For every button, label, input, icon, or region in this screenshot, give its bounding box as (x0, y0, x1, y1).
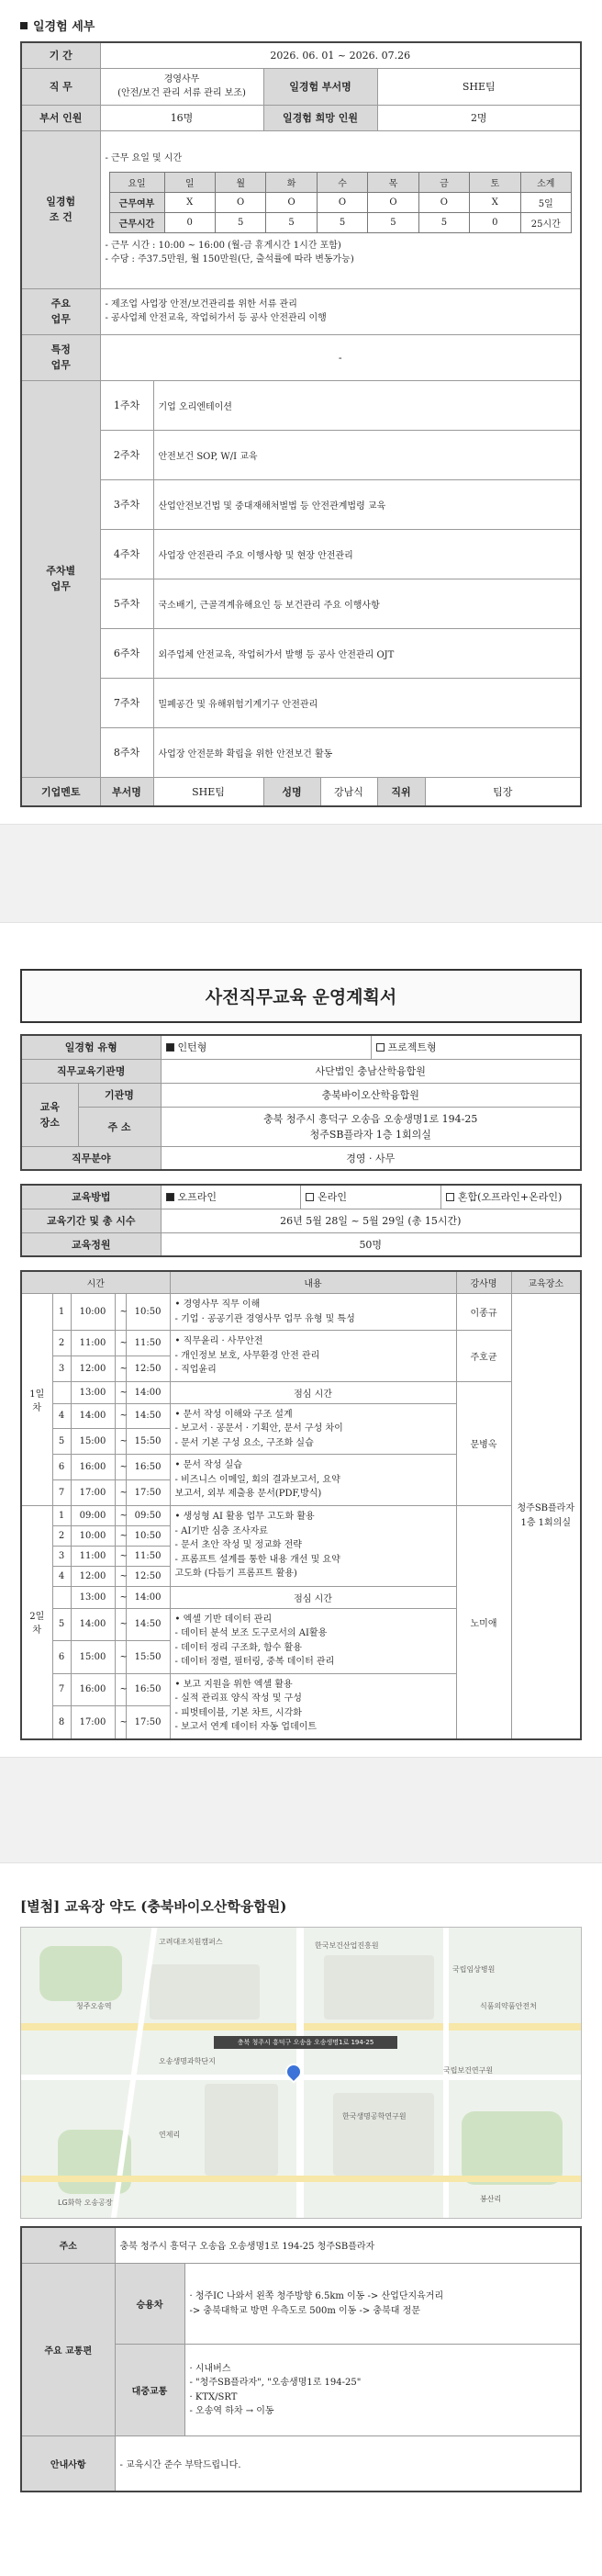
start-time: 13:00 (71, 1586, 115, 1608)
day-label: 2일차 (21, 1505, 52, 1739)
session-number: 3 (52, 1355, 71, 1381)
end-time: 12:50 (126, 1566, 170, 1586)
building-block (205, 2084, 278, 2176)
time-separator: ~ (115, 1641, 126, 1674)
park-area (462, 2111, 563, 2185)
time-separator: ~ (115, 1403, 126, 1429)
special-duty-value: - (100, 334, 581, 380)
method-label: 교육방법 (21, 1185, 161, 1209)
map-label: 국립임상병원 (452, 1964, 496, 1974)
map-section (0, 1863, 602, 2527)
unchecked-box-icon (306, 1193, 314, 1201)
time-separator: ~ (115, 1505, 126, 1525)
hope-label: 일경험 희망 인원 (263, 105, 377, 130)
content-line: • 생성형 AI 활용 업무 고도화 활용 (174, 1512, 315, 1523)
training-period-label: 교육기간 및 총 시수 (21, 1209, 161, 1232)
week-task: 기업 오리엔테이션 (153, 380, 581, 430)
capacity-value: 50명 (161, 1232, 581, 1256)
content-line: - 데이터 정리 구조화, 함수 활용 (174, 1642, 302, 1653)
content-line: - 기업 · 공공기관 경영사무 업무 유형 및 특성 (174, 1313, 355, 1324)
condition-label: 일경험 조 건 (21, 130, 100, 288)
checked-box-icon (166, 1043, 174, 1052)
notice-label: 안내사항 (21, 2436, 115, 2492)
mentor-position-label: 직위 (377, 777, 425, 806)
session-content (170, 1673, 456, 1739)
start-time: 11:00 (71, 1546, 115, 1566)
work-days-row: 근무여부 X O O O O O X 5일 (109, 192, 572, 212)
content-line: • 직무윤리 · 사무안전 (174, 1336, 263, 1347)
time-separator: ~ (115, 1331, 126, 1356)
week-number: 5주차 (100, 579, 153, 628)
content-line: • 엑셀 기반 데이터 관리 (174, 1614, 273, 1625)
session-number: 6 (52, 1455, 71, 1480)
map-title: [별첨] 교육장 약도 (충북바이오산학융합원) (20, 1897, 287, 1915)
content-line: - 피벗테이블, 기본 차트, 시각화 (174, 1707, 302, 1718)
schedule-header-row: 시간 내용 강사명 교육장소 (21, 1271, 581, 1294)
mentor-position-value: 팀장 (425, 777, 581, 806)
capacity-label: 교육정원 (21, 1232, 161, 1256)
org-label: 직무교육기관명 (21, 1059, 161, 1083)
session-number: 2 (52, 1525, 71, 1546)
field-label: 직무분야 (21, 1146, 161, 1170)
schedule-row (21, 1294, 581, 1331)
hope-value: 2명 (377, 105, 581, 130)
session-number (52, 1381, 71, 1403)
time-separator: ~ (115, 1294, 126, 1331)
checked-box-icon (166, 1193, 174, 1201)
session-number: 4 (52, 1403, 71, 1429)
plan-title: 사전직무교육 운영계획서 (20, 969, 582, 1023)
start-time: 11:00 (71, 1331, 115, 1356)
end-time: 17:50 (126, 1706, 170, 1739)
method-online: 온라인 (301, 1185, 441, 1209)
condition-value (100, 130, 581, 288)
time-separator: ~ (115, 1455, 126, 1480)
end-time: 15:50 (126, 1641, 170, 1674)
end-time: 14:50 (126, 1608, 170, 1641)
week-number: 3주차 (100, 479, 153, 529)
condition-note: - 근무 시간 : 10:00 ~ 16:00 (월-금 휴게시간 1시간 포함) (105, 240, 341, 251)
map-label: 한국생명공학연구원 (342, 2111, 407, 2120)
map-label: 식품의약품안전처 (480, 2001, 537, 2010)
instructor-name: 주호균 (456, 1331, 511, 1382)
schedule-row (21, 1505, 581, 1525)
session-number: 5 (52, 1429, 71, 1455)
building-block (333, 2093, 434, 2176)
week-number: 6주차 (100, 628, 153, 678)
location-map[interactable] (20, 1927, 582, 2219)
training-method-table (20, 1184, 582, 1257)
duty-label: 직 무 (21, 68, 100, 105)
time-separator: ~ (115, 1355, 126, 1381)
instructor-name: 노미애 (456, 1505, 511, 1739)
public-transit-directions: · 시내버스 - "청주SB플라자", "오송생명1로 194-25" · KTX/SRT - 오송역 하차 → 이동 (184, 2345, 581, 2436)
weekly-duty-label: 주차별 업무 (21, 380, 100, 777)
start-time: 16:00 (71, 1673, 115, 1706)
end-time: 14:00 (126, 1586, 170, 1608)
content-line: • 문서 작성 실습 (174, 1460, 242, 1471)
end-time: 15:50 (126, 1429, 170, 1455)
end-time: 16:50 (126, 1673, 170, 1706)
end-time: 11:50 (126, 1331, 170, 1356)
start-time: 17:00 (71, 1479, 115, 1505)
start-time: 10:00 (71, 1294, 115, 1331)
end-time: 14:50 (126, 1403, 170, 1429)
week-task: 사업장 안전문화 확립을 위한 안전보건 활동 (153, 727, 581, 777)
schedule-table (20, 1270, 582, 1740)
time-separator: ~ (115, 1566, 126, 1586)
content-line: 보고서, 외부 제출용 문서(PDF,방식) (174, 1489, 322, 1500)
time-separator: ~ (115, 1429, 126, 1455)
work-experience-table (20, 41, 582, 807)
week-task: 외주업체 안전교육, 작업허가서 발행 등 공사 안전관리 OJT (153, 628, 581, 678)
time-separator: ~ (115, 1673, 126, 1706)
period-value: 2026. 06. 01 ~ 2026. 07.26 (100, 42, 581, 68)
main-duty-value: - 제조업 사업장 안전/보건관리를 위한 서류 관리 - 공사업체 안전교육, 작업허가서 등 공사 안전관리 이행 (100, 288, 581, 334)
week-task: 사업장 안전관리 주요 이행사항 및 현장 안전관리 (153, 529, 581, 579)
week-task: 안전보건 SOP, W/I 교육 (153, 430, 581, 479)
content-line: • 보고 지원을 위한 엑셀 활용 (174, 1679, 293, 1690)
day-label: 1일차 (21, 1294, 52, 1506)
section-title (20, 17, 582, 34)
map-label: 오송생명과학단지 (159, 2056, 216, 2065)
dept-value: SHE팀 (377, 68, 581, 105)
session-number: 2 (52, 1331, 71, 1356)
time-separator: ~ (115, 1586, 126, 1608)
time-separator: ~ (115, 1608, 126, 1641)
content-line: - 비즈니스 이메일, 회의 결과보고서, 요약 (174, 1474, 340, 1485)
mentor-name-value: 강남식 (320, 777, 377, 806)
car-directions: · 청주IC 나와서 왼쪽 청주방향 6.5km 이동 -> 산업단지육거리 -> 충북대학교 방면 우측도로 500m 이동 -> 충북대 정문 (184, 2264, 581, 2345)
training-place: 청주SB플라자 1층 1회의실 (511, 1294, 581, 1739)
session-content (170, 1331, 456, 1382)
page-break (0, 1757, 602, 1863)
start-time: 14:00 (71, 1403, 115, 1429)
end-time: 17:50 (126, 1479, 170, 1505)
duty-value: 경영사무 (안전/보건 관리 서류 관리 보조) (100, 68, 263, 105)
address-value: 충북 청주시 흥덕구 오송읍 오송생명1로 194-25 청주SB플라자 (115, 2227, 581, 2264)
work-hours-row: 근무시간 0 5 5 5 5 5 0 25시간 (109, 212, 572, 232)
mentor-label: 기업멘토 (21, 777, 100, 806)
time-separator: ~ (115, 1546, 126, 1566)
content-line: - AI기반 심층 조사자료 (174, 1525, 268, 1536)
time-separator: ~ (115, 1479, 126, 1505)
week-task: 국소배기, 근골격계유해요인 등 보건관리 주요 이행사항 (153, 579, 581, 628)
unchecked-box-icon (446, 1193, 454, 1201)
session-number: 7 (52, 1673, 71, 1706)
venue-addr-label: 주 소 (78, 1107, 161, 1146)
week-header-row: 요일 일 월 화 수 목 금 토 소계 (109, 172, 572, 192)
pre-training-plan-section (0, 923, 602, 1757)
end-time: 14:00 (126, 1381, 170, 1403)
start-time: 12:00 (71, 1355, 115, 1381)
session-number: 4 (52, 1566, 71, 1586)
start-time: 17:00 (71, 1706, 115, 1739)
lunch-row (21, 1381, 581, 1403)
car-label: 승용차 (115, 2264, 184, 2345)
venue-addr-value: 충북 청주시 흥덕구 오송읍 오송생명1로 194-25 청주SB플라자 1층 1회의실 (161, 1107, 581, 1146)
content-line: - 문서 초안 작성 및 정교화 전략 (174, 1540, 302, 1551)
map-label: 한국보건산업진흥원 (315, 1940, 379, 1950)
map-label: LG화학 오송공장 (58, 2198, 113, 2207)
training-period-value: 26년 5월 28일 ~ 5월 29일 (총 15시간) (161, 1209, 581, 1232)
end-time: 11:50 (126, 1546, 170, 1566)
session-content (170, 1403, 456, 1455)
end-time: 12:50 (126, 1355, 170, 1381)
instructor-name: 이종규 (456, 1294, 511, 1331)
method-mixed: 혼합(오프라인+온라인) (440, 1185, 581, 1209)
start-time: 14:00 (71, 1608, 115, 1641)
building-block (324, 1955, 434, 2019)
start-time: 16:00 (71, 1455, 115, 1480)
content-line: - 개인정보 보호, 사무환경 안전 관리 (174, 1350, 320, 1361)
week-number: 1주차 (100, 380, 153, 430)
content-line: - 보고서 · 공문서 · 기획안, 문서 구성 차이 (174, 1423, 343, 1434)
schedule-row (21, 1331, 581, 1356)
session-number: 1 (52, 1505, 71, 1525)
start-time: 15:00 (71, 1641, 115, 1674)
period-label: 기 간 (21, 42, 100, 68)
lunch-text: 점심 시간 (170, 1586, 456, 1608)
end-time: 16:50 (126, 1455, 170, 1480)
week-number: 4주차 (100, 529, 153, 579)
mentor-dept-value: SHE팀 (153, 777, 263, 806)
start-time: 12:00 (71, 1566, 115, 1586)
map-label: 봉산리 (480, 2194, 502, 2203)
session-content (170, 1294, 456, 1331)
venue-name-value: 충북바이오산학융합원 (161, 1083, 581, 1107)
type-option-project: 프로젝트형 (371, 1035, 581, 1059)
content-line: • 문서 작성 이해와 구조 설계 (174, 1409, 293, 1420)
park-area (39, 1946, 122, 2001)
training-info-table (20, 1034, 582, 1171)
content-line: 고도화 (다듬기 프롬프트 활용) (174, 1569, 297, 1580)
start-time: 13:00 (71, 1381, 115, 1403)
page-break (0, 824, 602, 923)
session-number (52, 1586, 71, 1608)
session-content (170, 1455, 456, 1506)
weekly-schedule-table (109, 172, 573, 233)
time-separator: ~ (115, 1525, 126, 1546)
instructor-name: 문병옥 (456, 1381, 511, 1505)
end-time: 10:50 (126, 1525, 170, 1546)
dept-label: 일경험 부서명 (263, 68, 377, 105)
time-separator: ~ (115, 1706, 126, 1739)
content-line: - 프롬프트 설계를 통한 내용 개선 및 요약 (174, 1554, 340, 1565)
map-label: 고려대조치원캠퍼스 (159, 1937, 223, 1946)
content-line: - 데이터 분석 보조 도구로서의 AI활용 (174, 1628, 328, 1639)
map-label: 연제리 (159, 2130, 181, 2139)
mentor-dept-label: 부서명 (100, 777, 153, 806)
method-offline: 오프라인 (161, 1185, 301, 1209)
staff-label: 부서 인원 (21, 105, 100, 130)
week-number: 8주차 (100, 727, 153, 777)
condition-intro: - 근무 요일 및 시간 (105, 153, 183, 164)
map-label: 청주오송역 (76, 2001, 112, 2010)
public-transit-label: 대중교통 (115, 2345, 184, 2436)
section-title-text: 일경험 세부 (33, 20, 95, 34)
work-experience-section (0, 0, 602, 824)
directions-table (20, 2226, 582, 2492)
end-time: 10:50 (126, 1294, 170, 1331)
special-duty-label: 특정 업무 (21, 334, 100, 380)
venue-label: 교육 장소 (21, 1083, 78, 1146)
transit-label: 주요 교통편 (21, 2264, 115, 2436)
week-number: 7주차 (100, 678, 153, 727)
content-line: - 직업윤리 (174, 1365, 217, 1376)
condition-note: - 수당 : 주37.5만원, 월 150만원(단, 출석률에 따라 변동가능) (105, 254, 354, 265)
content-line: • 경영사무 직무 이해 (174, 1299, 261, 1310)
content-line: - 보고서 연계 데이터 자동 업데이트 (174, 1722, 318, 1733)
start-time: 15:00 (71, 1429, 115, 1455)
map-address-banner: 충북 청주시 흥덕구 오송읍 오송생명1로 194-25 (214, 2036, 397, 2049)
session-number: 6 (52, 1641, 71, 1674)
staff-value: 16명 (100, 105, 263, 130)
unchecked-box-icon (376, 1043, 385, 1052)
end-time: 09:50 (126, 1505, 170, 1525)
field-value: 경영 · 사무 (161, 1146, 581, 1170)
address-label: 주소 (21, 2227, 115, 2264)
week-number: 2주차 (100, 430, 153, 479)
start-time: 10:00 (71, 1525, 115, 1546)
org-value: 사단법인 충남산학융합원 (161, 1059, 581, 1083)
session-content (170, 1505, 456, 1586)
mentor-name-label: 성명 (263, 777, 320, 806)
session-number: 3 (52, 1546, 71, 1566)
session-number: 7 (52, 1479, 71, 1505)
content-line: - 실적 관리표 양식 작성 및 구성 (174, 1693, 302, 1704)
content-line: - 문서 기본 구성 요소, 구조화 실습 (174, 1437, 314, 1448)
main-road (21, 2176, 582, 2182)
session-number: 1 (52, 1294, 71, 1331)
type-label: 일경험 유형 (21, 1035, 161, 1059)
type-option-intern: 인턴형 (161, 1035, 371, 1059)
square-bullet-icon (20, 22, 28, 29)
venue-name-label: 기관명 (78, 1083, 161, 1107)
content-line: - 데이터 정렬, 필터링, 중복 데이터 관리 (174, 1657, 335, 1668)
building-block (150, 1964, 260, 2019)
session-content (170, 1608, 456, 1673)
session-number: 5 (52, 1608, 71, 1641)
session-number: 8 (52, 1706, 71, 1739)
start-time: 09:00 (71, 1505, 115, 1525)
notice-value: - 교육시간 준수 부탁드립니다. (115, 2436, 581, 2492)
week-task: 밀폐공간 및 유해위험기계기구 안전관리 (153, 678, 581, 727)
time-separator: ~ (115, 1381, 126, 1403)
main-duty-label: 주요 업무 (21, 288, 100, 334)
lunch-text: 점심 시간 (170, 1381, 456, 1403)
week-task: 산업안전보건법 및 중대재해처벌법 등 안전관계법령 교육 (153, 479, 581, 529)
map-label: 국립보건연구원 (443, 2065, 494, 2075)
